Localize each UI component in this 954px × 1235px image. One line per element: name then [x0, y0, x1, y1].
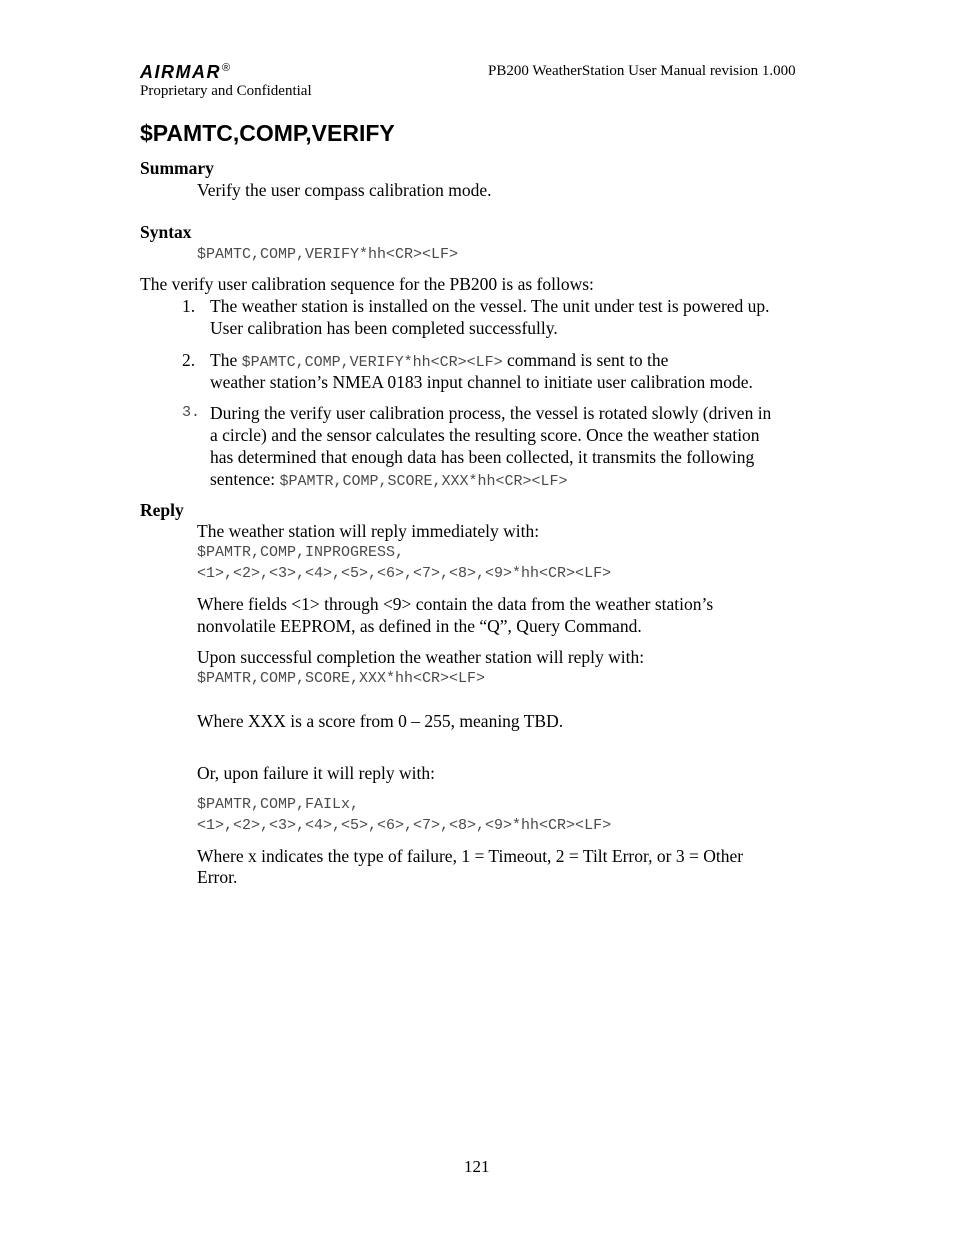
- list-item-post: command is sent to the: [507, 350, 669, 370]
- success-text: Upon successful completion the weather station will reply with:: [197, 647, 645, 667]
- company-logo: [140, 58, 232, 82]
- failure-text: Or, upon failure it will reply with:: [197, 763, 435, 783]
- fail-code: <1>,<2>,<3>,<4>,<5>,<6>,<7>,<8>,<9>*hh<CR><LF>: [197, 817, 612, 834]
- list-item-text: The weather station is installed on the vessel. The unit under test is powered up.: [210, 296, 770, 316]
- confidentiality-note: Proprietary and Confidential: [140, 83, 312, 99]
- logo-text: AIRMAR: [140, 62, 221, 82]
- list-item-number: 3.: [182, 404, 201, 421]
- inline-code: $PAMTR,COMP,SCORE,XXX*hh<CR><LF>: [279, 473, 568, 490]
- failure-type-text: Error.: [197, 867, 238, 887]
- score-text: Where XXX is a score from 0 – 255, meaning TBD.: [197, 711, 564, 731]
- inprogress-code: $PAMTR,COMP,INPROGRESS,: [197, 544, 405, 561]
- failure-type-text: Where x indicates the type of failure, 1 = Timeout, 2 = Tilt Error, or 3 = Other: [197, 846, 744, 866]
- list-item-pre: sentence:: [210, 469, 276, 489]
- list-item-text: [210, 468, 568, 493]
- registered-mark: ®: [222, 62, 232, 74]
- summary-text: Verify the user compass calibration mode.: [197, 180, 492, 200]
- list-item-text: a circle) and the sensor calculates the resulting score. Once the weather station: [210, 425, 760, 445]
- summary-heading: Summary: [140, 158, 214, 178]
- sequence-intro: The verify user calibration sequence for the PB200 is as follows:: [140, 274, 594, 294]
- list-item-text: has determined that enough data has been collected, it transmits the following: [210, 447, 755, 467]
- document-title: PB200 WeatherStation User Manual revision 1.000: [488, 63, 796, 79]
- reply-heading: Reply: [140, 500, 184, 520]
- page-title: $PAMTC,COMP,VERIFY: [140, 120, 395, 146]
- list-item-text: weather station’s NMEA 0183 input channel to initiate user calibration mode.: [210, 372, 753, 392]
- syntax-code: $PAMTC,COMP,VERIFY*hh<CR><LF>: [197, 246, 459, 263]
- success-code: $PAMTR,COMP,SCORE,XXX*hh<CR><LF>: [197, 670, 486, 687]
- list-item-number: 2.: [182, 350, 196, 370]
- page-number: 121: [464, 1157, 490, 1176]
- syntax-heading: Syntax: [140, 222, 192, 242]
- fail-code: $PAMTR,COMP,FAILx,: [197, 796, 360, 813]
- inprogress-code: <1>,<2>,<3>,<4>,<5>,<6>,<7>,<8>,<9>*hh<CR><LF>: [197, 565, 612, 582]
- inline-code: $PAMTC,COMP,VERIFY*hh<CR><LF>: [241, 354, 503, 371]
- fields-description: nonvolatile EEPROM, as defined in the “Q”, Query Command.: [197, 616, 642, 636]
- reply-immediate-text: The weather station will reply immediately with:: [197, 521, 540, 541]
- list-item-text: During the verify user calibration process, the vessel is rotated slowly (driven in: [210, 403, 772, 423]
- list-item-number: 1.: [182, 296, 196, 316]
- list-item-pre: The: [210, 350, 238, 370]
- list-item-text: User calibration has been completed successfully.: [210, 318, 558, 338]
- fields-description: Where fields <1> through <9> contain the data from the weather station’s: [197, 594, 714, 614]
